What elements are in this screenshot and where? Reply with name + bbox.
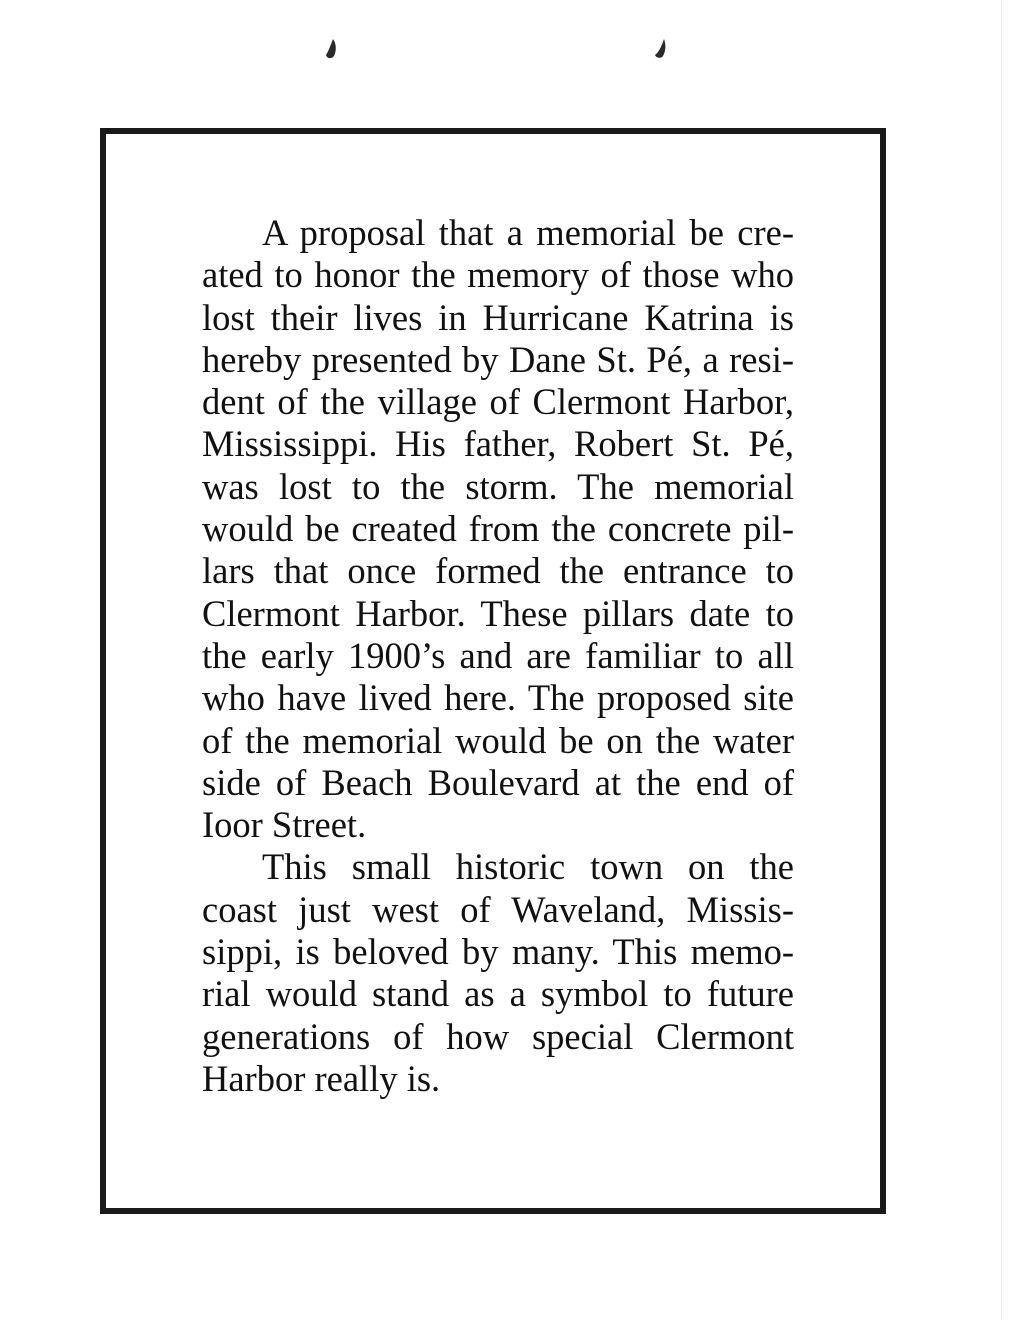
punch-hole-mark-left: [324, 38, 338, 60]
scan-page-edge: [1001, 0, 1002, 1320]
bordered-text-frame: [100, 128, 886, 1214]
paragraph-proposal: A proposal that a memorial be created to honor the memory of those who lost their lives in Hurricane Katrina is hereby presented by Dane St. Pé, a resident of the village of Clermont Harbor, Mississippi. His father, Robert St. Pé, was lost to the storm. The memorial would be created from the concrete pillars that once formed the entrance to Clermont Harbor. These pillars date to the early 1900’s and are familiar to all who have lived here. The proposed site of the memorial would be on the water side of Beach Boulevard at the end of Ioor Street.: [202, 212, 794, 846]
paragraph-town-description: This small historic town on the coast just west of Waveland, Mississippi, is beloved by many. This memorial would stand as a symbol to future generations of how special Clermont Harbor really is.: [202, 846, 794, 1099]
memorial-proposal-text: [202, 212, 794, 1100]
punch-hole-mark-right: [654, 38, 668, 60]
